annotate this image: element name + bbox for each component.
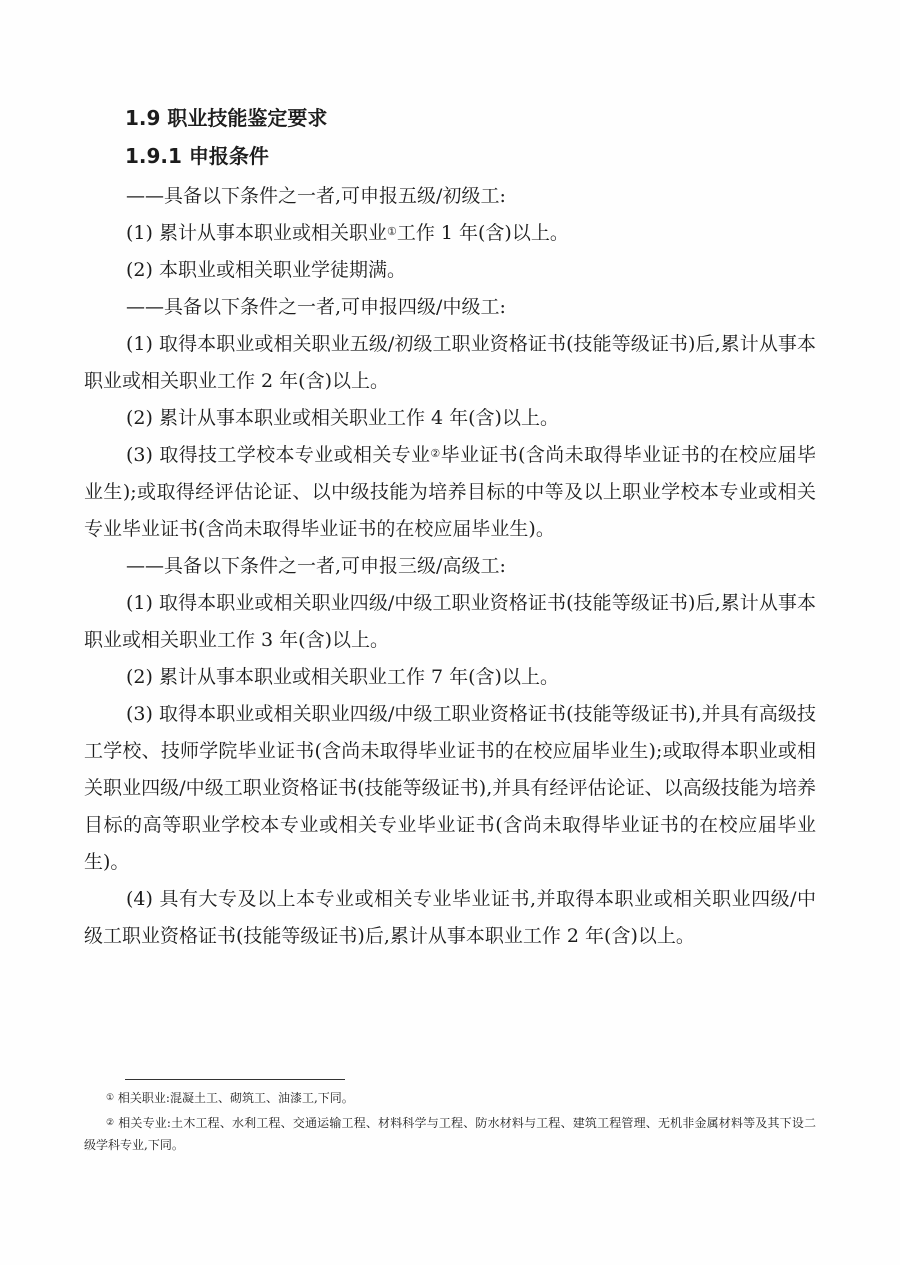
body-text bbox=[84, 178, 816, 955]
subsection-heading: 1.9.1 申报条件 bbox=[125, 144, 269, 168]
paragraph: (1) 累计从事本职业或相关职业①工作 1 年(含)以上。 bbox=[126, 222, 569, 244]
paragraph: (1) 取得本职业或相关职业五级/初级工职业资格证书(技能等级证书)后,累计从事本职业或相关职业工作 2 年(含)以上。 bbox=[84, 333, 816, 392]
footnote-mark: ① bbox=[106, 1093, 115, 1103]
footnote-text: 相关专业:土木工程、水利工程、交通运输工程、材料科学与工程、防水材料与工程、建筑工程管理、无机非金属材料等及其下设二级学科专业,下同。 bbox=[84, 1116, 816, 1152]
paragraph: ——具备以下条件之一者,可申报四级/中级工: bbox=[126, 296, 506, 318]
footnote-text: 相关职业:混凝土工、砌筑工、油漆工,下同。 bbox=[117, 1091, 354, 1105]
footnote-ref: ① bbox=[386, 225, 397, 238]
paragraph: (2) 本职业或相关职业学徒期满。 bbox=[126, 259, 406, 281]
footnote-1 bbox=[84, 1087, 816, 1109]
footnote-2 bbox=[84, 1112, 816, 1156]
footnote-divider bbox=[125, 1079, 345, 1080]
paragraph: ——具备以下条件之一者,可申报三级/高级工: bbox=[126, 555, 506, 577]
paragraph: (2) 累计从事本职业或相关职业工作 7 年(含)以上。 bbox=[126, 666, 559, 688]
paragraph: (3) 取得本职业或相关职业四级/中级工职业资格证书(技能等级证书),并具有高级技工学校、技师学院毕业证书(含尚未取得毕业证书的在校应届毕业生);或取得本职业或相关职业四级/中级工职业资格证书(技能等级证书),并具有经评估论证、以高级技能为培养目标的高等职业学校本专业或相关专业毕业证书(含尚未取得毕业证书的在校应届毕业生)。 bbox=[84, 703, 816, 873]
section-heading: 1.9 职业技能鉴定要求 bbox=[125, 106, 328, 130]
footnote-ref: ② bbox=[430, 447, 441, 460]
paragraph: ——具备以下条件之一者,可申报五级/初级工: bbox=[126, 185, 506, 207]
paragraph: (3) 取得技工学校本专业或相关专业②毕业证书(含尚未取得毕业证书的在校应届毕业生);或取得经评估论证、以中级技能为培养目标的中等及以上职业学校本专业或相关专业毕业证书(含尚未取得毕业证书的在校应届毕业生)。 bbox=[84, 444, 816, 540]
paragraph: (2) 累计从事本职业或相关职业工作 4 年(含)以上。 bbox=[126, 407, 559, 429]
footnote-mark: ② bbox=[106, 1118, 115, 1128]
paragraph: (1) 取得本职业或相关职业四级/中级工职业资格证书(技能等级证书)后,累计从事本职业或相关职业工作 3 年(含)以上。 bbox=[84, 592, 816, 651]
paragraph: (4) 具有大专及以上本专业或相关专业毕业证书,并取得本职业或相关职业四级/中级工职业资格证书(技能等级证书)后,累计从事本职业工作 2 年(含)以上。 bbox=[84, 888, 816, 947]
